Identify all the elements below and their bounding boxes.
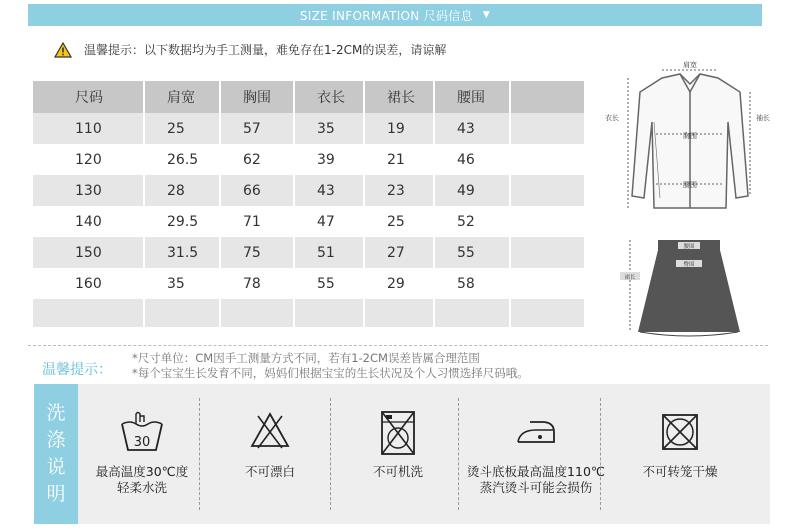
table-cell: 110 <box>33 113 143 144</box>
table-cell: 27 <box>363 237 433 268</box>
no-bleach-icon <box>248 410 292 450</box>
table-header-row <box>33 81 584 113</box>
wash-item-line1: 最高温度30℃度 <box>95 464 189 479</box>
table-cell: 62 <box>219 144 293 175</box>
table-cell: 78 <box>219 268 293 299</box>
table-cell: 31.5 <box>143 237 219 268</box>
table-cell <box>219 299 293 327</box>
table-cell: 46 <box>433 144 509 175</box>
table-cell: 26.5 <box>143 144 219 175</box>
wash-separator <box>330 398 331 510</box>
table-cell: 49 <box>433 175 509 206</box>
no-machine-wash-icon <box>378 410 418 456</box>
table-cell: 52 <box>433 206 509 237</box>
skirt-label-waist: 腰围 <box>683 244 695 250</box>
table-cell: 75 <box>219 237 293 268</box>
shirt-label-chest: 胸围 <box>683 132 697 140</box>
hand-wash-30-icon <box>118 410 166 456</box>
wash-item-line1: 烫斗底板最高温度110℃ <box>467 464 605 479</box>
warning-line <box>54 41 446 58</box>
table-cell: 57 <box>219 113 293 144</box>
wash-item-label <box>334 464 462 480</box>
wash-title-char: 涤 <box>46 429 66 451</box>
warning-text: 温馨提示：以下数据均为手工测量，难免存在1-2CM的误差，请谅解 <box>84 43 447 57</box>
table-cell: 43 <box>293 175 363 206</box>
table-row <box>33 268 584 299</box>
shirt-label-length: 衣长 <box>605 114 619 122</box>
wash-item-line1: 不可漂白 <box>244 464 295 479</box>
table-header-cell: 胸围 <box>219 81 293 113</box>
wash-title-char: 洗 <box>46 402 66 424</box>
garment-measurement-diagram <box>600 58 780 348</box>
wash-item-label <box>206 464 334 480</box>
wash-title <box>34 384 78 524</box>
table-row <box>33 144 584 175</box>
table-row <box>33 206 584 237</box>
wash-item-line2: 蒸汽烫斗可能会损伤 <box>479 480 593 495</box>
wash-item <box>334 384 462 524</box>
wash-item-line2: 轻柔水洗 <box>116 480 167 495</box>
wash-item <box>206 384 334 524</box>
table-cell: 160 <box>75 275 102 292</box>
shirt-label-shoulder: 肩宽 <box>683 61 697 69</box>
table-header-cell: 裙长 <box>363 81 433 113</box>
table-cell: 35 <box>143 268 219 299</box>
size-table <box>33 81 584 327</box>
table-cell: 140 <box>75 213 102 230</box>
shirt-label-hem: 腰围 <box>683 181 697 189</box>
no-tumble-dry-icon <box>658 410 702 454</box>
table-cell: 25 <box>363 206 433 237</box>
table-cell: 35 <box>293 113 363 144</box>
table-header-cell: 尺码 <box>33 81 143 113</box>
table-cell: 25 <box>143 113 219 144</box>
chevron-down-icon[interactable]: ▼ <box>482 10 491 20</box>
header-title: SIZE INFORMATION 尺码信息 <box>299 8 473 23</box>
skirt-label-length: 裙长 <box>624 275 636 281</box>
table-cell <box>363 299 433 327</box>
table-cell: 29 <box>363 268 433 299</box>
table-cell: 55 <box>433 237 509 268</box>
table-cell: 150 <box>33 237 143 268</box>
table-cell: 51 <box>293 237 363 268</box>
table-header-cell: 腰围 <box>433 81 509 113</box>
table-cell <box>509 175 584 206</box>
table-row <box>33 299 584 327</box>
iron-icon <box>512 410 560 450</box>
table-cell: 120 <box>75 151 102 168</box>
table-cell <box>509 299 584 327</box>
wash-separator <box>458 398 459 510</box>
table-cell <box>143 299 219 327</box>
section-divider <box>28 345 768 346</box>
table-cell: 55 <box>293 268 363 299</box>
table-cell: 130 <box>33 175 143 206</box>
wash-title-char: 说 <box>46 456 66 478</box>
wash-separator <box>199 398 200 510</box>
table-cell <box>33 299 143 327</box>
table-cell: 19 <box>363 113 433 144</box>
wash-item-line1: 不可转笼干燥 <box>642 464 718 479</box>
header-bar <box>28 4 762 26</box>
table-cell: 29.5 <box>143 206 219 237</box>
wash-item <box>610 384 750 524</box>
skirt-label-hip: 臀围 <box>683 262 695 268</box>
table-cell: 43 <box>433 113 509 144</box>
table-header-cell: 肩宽 <box>143 81 219 113</box>
warning-triangle-icon <box>54 42 72 58</box>
table-row <box>33 113 584 144</box>
wash-item-line1: 不可机洗 <box>372 464 423 479</box>
table-cell <box>509 237 584 268</box>
table-cell <box>293 299 363 327</box>
table-cell: 28 <box>143 175 219 206</box>
table-cell <box>509 268 584 299</box>
wash-instructions-panel <box>34 384 770 524</box>
tips-line-1: *尺寸单位：CM因手工测量方式不同，若有1-2CM误差皆属合理范围 <box>132 351 480 365</box>
table-cell: 23 <box>363 175 433 206</box>
table-cell <box>509 144 584 175</box>
wash-item-label <box>610 464 750 480</box>
wash-title-char: 明 <box>46 483 66 505</box>
tips-line-2: *每个宝宝生长发育不同，妈妈们根据宝宝的生长状况及个人习惯选择尺码哦。 <box>132 366 529 380</box>
table-cell: 47 <box>293 206 363 237</box>
shirt-label-sleeve: 袖长 <box>756 114 770 122</box>
wash-temp-label: 30 <box>133 435 151 450</box>
wash-item-label <box>78 464 206 496</box>
table-cell: 21 <box>363 144 433 175</box>
table-cell <box>509 113 584 144</box>
wash-item <box>466 384 606 524</box>
table-header-cell: 衣长 <box>293 81 363 113</box>
table-cell <box>509 206 584 237</box>
table-cell: 39 <box>293 144 363 175</box>
wash-item-label <box>466 464 606 496</box>
table-cell <box>433 299 509 327</box>
wash-item <box>78 384 206 524</box>
table-cell: 58 <box>433 268 509 299</box>
wash-separator <box>600 398 601 510</box>
table-cell: 71 <box>219 206 293 237</box>
table-row <box>33 237 584 268</box>
table-cell: 66 <box>219 175 293 206</box>
skirt-diagram <box>638 240 740 336</box>
tips-title: 温馨提示： <box>42 362 112 378</box>
tips-body <box>132 351 529 381</box>
table-row <box>33 175 584 206</box>
table-header-cell <box>509 81 584 113</box>
